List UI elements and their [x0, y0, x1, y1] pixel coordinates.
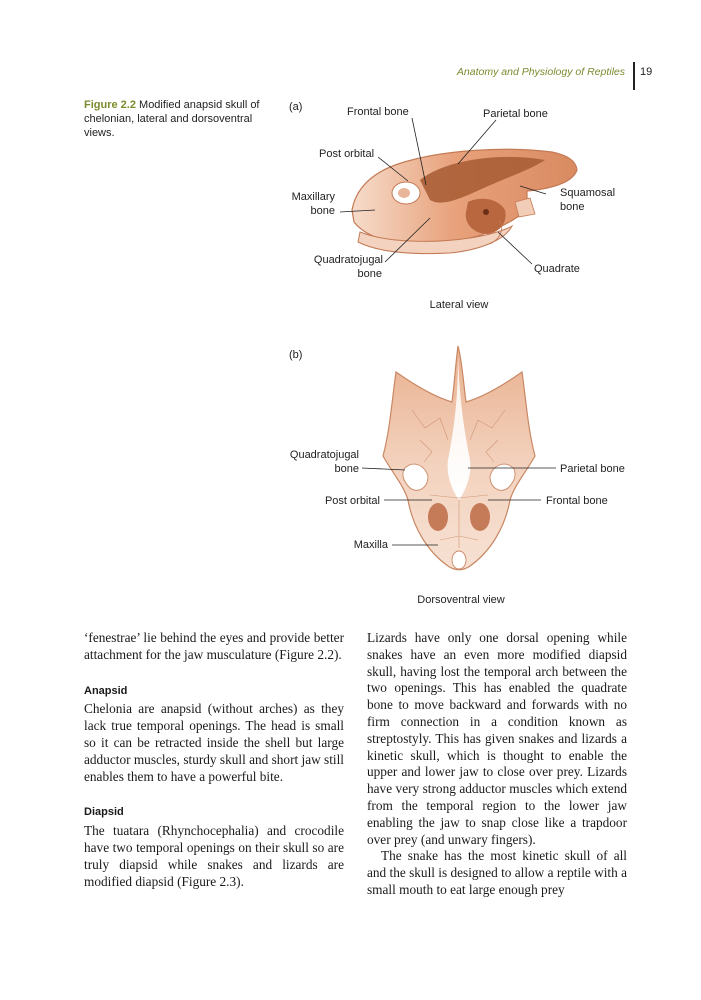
heading-anapsid: Anapsid [84, 684, 128, 697]
figure-caption-text: Modified anapsid skull of chelonian, lateral and dorsoventral views. [84, 99, 260, 139]
lateral-label-quadratojugal-line2: bone [357, 268, 382, 280]
paragraph-anapsid: Chelonia are anapsid (without arches) as they lack true temporal openings. The head is small so it can be retracted inside the shell but large adductor muscles, sturdy skull and short jaw still enables them to have a powerful bite. [84, 701, 344, 784]
dv-label-post-orbital: Post orbital [324, 495, 380, 507]
dv-label-parietal-bone: Parietal bone [560, 463, 625, 475]
dv-label-frontal-bone: Frontal bone [546, 495, 608, 507]
lateral-label-quadrate: Quadrate [534, 263, 580, 275]
dorsoventral-skull-drawing [383, 346, 535, 570]
right-paragraph-snake: The snake has the most kinetic skull of all and the skull is designed to allow a reptile with a small mouth to eat large enough prey [367, 848, 627, 897]
dorsoventral-view-label: Dorsoventral view [417, 594, 505, 606]
right-column [367, 630, 627, 899]
lateral-label-post-orbital: Post orbital [319, 148, 375, 160]
lateral-skull-drawing [352, 149, 577, 253]
lateral-label-squamosal-line1: Squamosal [560, 187, 616, 199]
dv-label-quadratojugal-line2: bone [334, 463, 359, 475]
page-number: 19 [640, 66, 653, 78]
panel-b-tag: (b) [289, 349, 303, 361]
heading-diapsid: Diapsid [84, 806, 124, 819]
lateral-label-squamosal-line2: bone [560, 201, 585, 213]
dv-label-maxilla: Maxilla [353, 539, 388, 551]
panel-a-tag: (a) [289, 101, 303, 113]
lateral-label-maxillary-line2: bone [310, 205, 335, 217]
lateral-label-parietal-bone: Parietal bone [483, 108, 548, 120]
lateral-view-label: Lateral view [429, 299, 489, 311]
figure-number: Figure 2.2 [84, 99, 136, 111]
lateral-label-maxillary-line1: Maxillary [291, 191, 335, 203]
running-header: Anatomy and Physiology of Reptiles [456, 66, 625, 78]
left-column [84, 630, 344, 890]
paragraph-diapsid: The tuatara (Rhynchocephalia) and crocodile have two temporal openings on their skull so are truly diapsid while snakes and lizards are modified diapsid (Figure 2.3). [84, 823, 344, 889]
right-paragraph-lizards: Lizards have only one dorsal opening while snakes have an even more modified diapsid skull, having lost the temporal arch between the two openings. This has enabled the quadrate bone to move backward and forwards with no firm connection in a condition known as streptostyly. This has given snakes and lizards a kinetic skull, which is thought to enable the upper and lower jaw to close over prey. Lizards have very strong adductor muscles which extend from the temporal region to the lower jaw enabling the jaw to snap close like a trapdoor over prey (and unwary fingers). [367, 630, 627, 847]
dv-label-quadratojugal-line1: Quadratojugal [289, 449, 359, 461]
lateral-label-quadratojugal-line1: Quadratojugal [313, 254, 383, 266]
lateral-label-frontal-bone: Frontal bone [347, 106, 409, 118]
left-paragraph-intro: ‘fenestrae’ lie behind the eyes and provide better attachment for the jaw musculature (Figure 2.2). [84, 630, 344, 662]
